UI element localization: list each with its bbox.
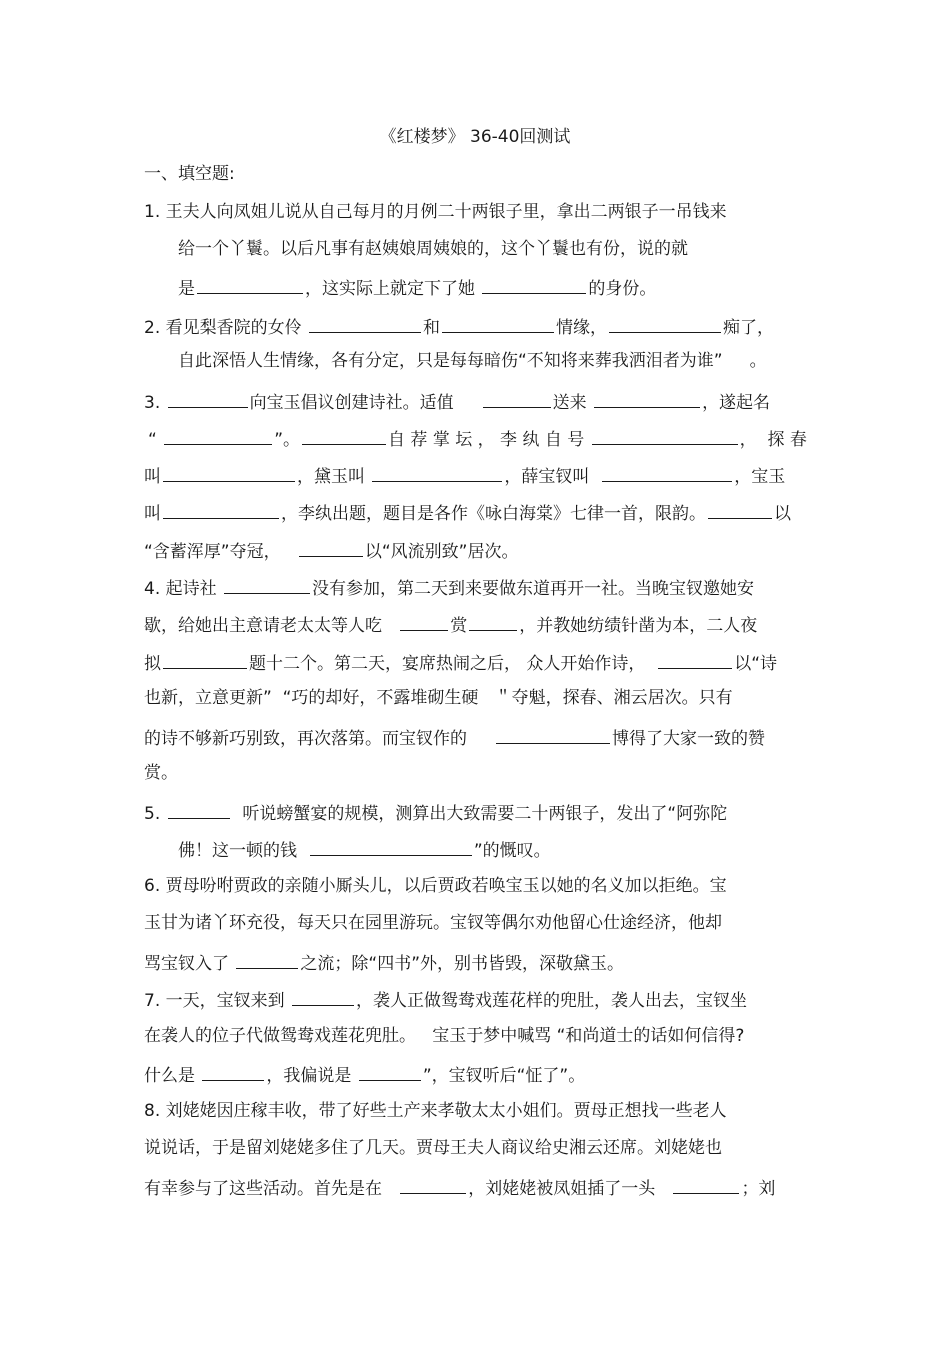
line-text: 赏 (450, 616, 468, 636)
line-text: 说说话，于是留刘姥姥多住了几天。贾母王夫人商议给史湘云还席。刘姥姥也 (144, 1138, 722, 1158)
answer-blank[interactable] (164, 426, 272, 445)
question-line (178, 238, 688, 262)
question-line (144, 1025, 744, 1049)
line-text: ，宝玉 (734, 467, 786, 487)
question-line (144, 575, 754, 599)
question-line (144, 987, 747, 1011)
line-text: 的身份。 (588, 279, 657, 299)
answer-blank[interactable] (496, 725, 610, 744)
line-text: ，遂起名 (702, 393, 771, 413)
line-text: ，袭人正做鸳鸯戏莲花样的兜肚，袭人出去，宝钗坐 (356, 991, 748, 1011)
question-line (178, 837, 551, 861)
line-text: 以“诗 (734, 654, 778, 674)
line-text: 什么是 (144, 1066, 201, 1086)
line-text: 4. 起诗社 (144, 579, 223, 599)
line-text: 的诗不够新巧别致，再次落第。而宝钗作的 (144, 729, 495, 749)
answer-blank[interactable] (469, 612, 517, 631)
question-line (144, 762, 178, 786)
answer-blank[interactable] (609, 314, 721, 333)
question-line (144, 500, 791, 524)
line-text: 歇，给她出主意请老太太等人吃 (144, 616, 399, 636)
line-text: ”。 (274, 430, 301, 450)
question-line (144, 687, 733, 711)
question-line (144, 650, 777, 674)
line-text: 自此深悟人生情缘，各有分定，只是每每暗伤“不知将来葬我洒泪者为谁” 。 (178, 351, 767, 371)
answer-blank[interactable] (302, 426, 386, 445)
line-text: ，刘姥姥被凤姐插了一头 (468, 1179, 672, 1199)
answer-blank[interactable] (292, 987, 354, 1006)
question-line (144, 314, 774, 338)
line-text: ，黛玉叫 (297, 467, 371, 487)
answer-blank[interactable] (594, 389, 700, 408)
question-line (144, 1100, 727, 1124)
answer-blank[interactable] (309, 314, 421, 333)
line-text: 8. 刘姥姥因庄稼丰收，带了好些土产来孝敬太太小姐们。贾母正想找一些老人 (144, 1101, 727, 1121)
line-text: 听说螃蟹宴的规模，测算出大致需要二十两银子，发出了“阿弥陀 (231, 804, 728, 824)
line-text: ，我偏说是 (266, 1066, 357, 1086)
line-text: 叫 (144, 467, 161, 487)
question-line (148, 426, 807, 450)
line-text: 7. 一天，宝钗来到 (144, 991, 291, 1011)
question-line (144, 875, 727, 899)
answer-blank[interactable] (482, 275, 586, 294)
line-text: ”，宝钗听后“怔了”。 (422, 1066, 586, 1086)
question-line (144, 538, 518, 562)
question-line (144, 725, 765, 749)
line-text: 玉甘为诸丫环充役，每天只在园里游玩。宝钗等偶尔劝他留心仕途经济，他却 (144, 913, 722, 933)
line-text: 以 (774, 504, 791, 524)
title-text: 《红楼梦》 36-40回测试 (379, 127, 571, 147)
question-line (144, 389, 770, 413)
answer-blank[interactable] (658, 650, 732, 669)
answer-blank[interactable] (168, 800, 230, 819)
line-text: “ (148, 430, 163, 450)
line-text: 痴了， (723, 318, 775, 338)
line-text: ， 探 春 (739, 430, 807, 450)
line-text: 叫 (144, 504, 161, 524)
question-line (144, 1137, 722, 1161)
line-text: 拟 (144, 654, 161, 674)
line-text: 骂宝钗入了 (144, 954, 235, 974)
line-text: 博得了大家一致的赞 (612, 729, 766, 749)
line-text: 6. 贾母吩咐贾政的亲随小厮头儿，以后贾政若唤宝玉以她的名义加以拒绝。宝 (144, 876, 727, 896)
answer-blank[interactable] (163, 650, 247, 669)
answer-blank[interactable] (236, 950, 298, 969)
answer-blank[interactable] (299, 538, 363, 557)
question-line (144, 463, 785, 487)
line-text: 也新，立意更新” “巧的却好，不露堆砌生硬 ＂夺魁，探春、湘云居次。只有 (144, 688, 733, 708)
line-text: 2. 看见梨香院的女伶 (144, 318, 308, 338)
question-line (178, 275, 656, 299)
answer-blank[interactable] (168, 389, 248, 408)
answer-blank[interactable] (602, 463, 732, 482)
line-text: 有幸参与了这些活动。首先是在 (144, 1179, 399, 1199)
line-text: ，并教她纺绩针凿为本，二人夜 (519, 616, 758, 636)
line-text: ，薛宝钗叫 (504, 467, 601, 487)
question-line (144, 800, 727, 824)
line-text: 赏。 (144, 763, 178, 783)
line-text: 是 (178, 279, 195, 299)
line-text: 送来 (552, 393, 593, 413)
line-text: 向宝玉倡议创建诗社。适值 (249, 393, 481, 413)
question-line (144, 612, 757, 636)
line-text: 给一个丫鬟。以后凡事有赵姨娘周姨娘的，这个丫鬟也有份，说的就 (178, 239, 688, 259)
question-line (178, 350, 767, 374)
question-line (144, 201, 727, 225)
line-text: 没有参加，第二天到来要做东道再开一社。当晚宝钗邀她安 (312, 579, 755, 599)
line-text: 3. (144, 393, 166, 413)
answer-blank[interactable] (202, 1062, 264, 1081)
line-text: 佛！这一顿的钱 (178, 841, 308, 861)
line-text: “含蓄浑厚”夺冠， (144, 542, 297, 562)
answer-blank[interactable] (163, 463, 295, 482)
answer-blank[interactable] (442, 314, 554, 333)
answer-blank[interactable] (197, 275, 303, 294)
answer-blank[interactable] (224, 575, 310, 594)
answer-blank[interactable] (310, 837, 472, 856)
answer-blank[interactable] (163, 500, 279, 519)
section-heading: 一、填空题: (144, 164, 235, 184)
answer-blank[interactable] (673, 1175, 739, 1194)
line-text: ；刘 (741, 1179, 776, 1199)
answer-blank[interactable] (372, 463, 502, 482)
line-text: 5. (144, 804, 166, 824)
question-line (144, 1175, 775, 1199)
line-text: ”的慨叹。 (473, 841, 551, 861)
line-text: 之流；除“四书”外，别书皆毁，深敬黛玉。 (300, 954, 625, 974)
line-text: 在袭人的位子代做鸳鸯戏莲花兜肚。 宝玉于梦中喊骂 “和尚道士的话如何信得? (144, 1026, 745, 1046)
page-title (0, 126, 950, 150)
line-text: ，这实际上就定下了她 (305, 279, 481, 299)
line-text: 1. 王夫人向凤姐儿说从自己每月的月例二十两银子里，拿出二两银子一吊钱来 (144, 202, 727, 222)
question-line (144, 1062, 585, 1086)
answer-blank[interactable] (708, 500, 772, 519)
answer-blank[interactable] (483, 389, 551, 408)
line-text: 题十二个。第二天，宴席热闹之后， 众人开始作诗， (249, 654, 657, 674)
answer-blank[interactable] (359, 1062, 421, 1081)
answer-blank[interactable] (592, 426, 738, 445)
line-text: ，李纨出题，题目是各作《咏白海棠》七律一首，限韵。 (281, 504, 706, 524)
line-text: 和 (423, 318, 441, 338)
question-line (144, 912, 722, 936)
answer-blank[interactable] (400, 612, 448, 631)
question-line (144, 950, 624, 974)
line-text: 自 荐 掌 坛 ， 李 纨 自 号 (388, 430, 590, 450)
line-text: 情缘， (556, 318, 608, 338)
answer-blank[interactable] (400, 1175, 466, 1194)
line-text: 以“风流别致”居次。 (364, 542, 519, 562)
